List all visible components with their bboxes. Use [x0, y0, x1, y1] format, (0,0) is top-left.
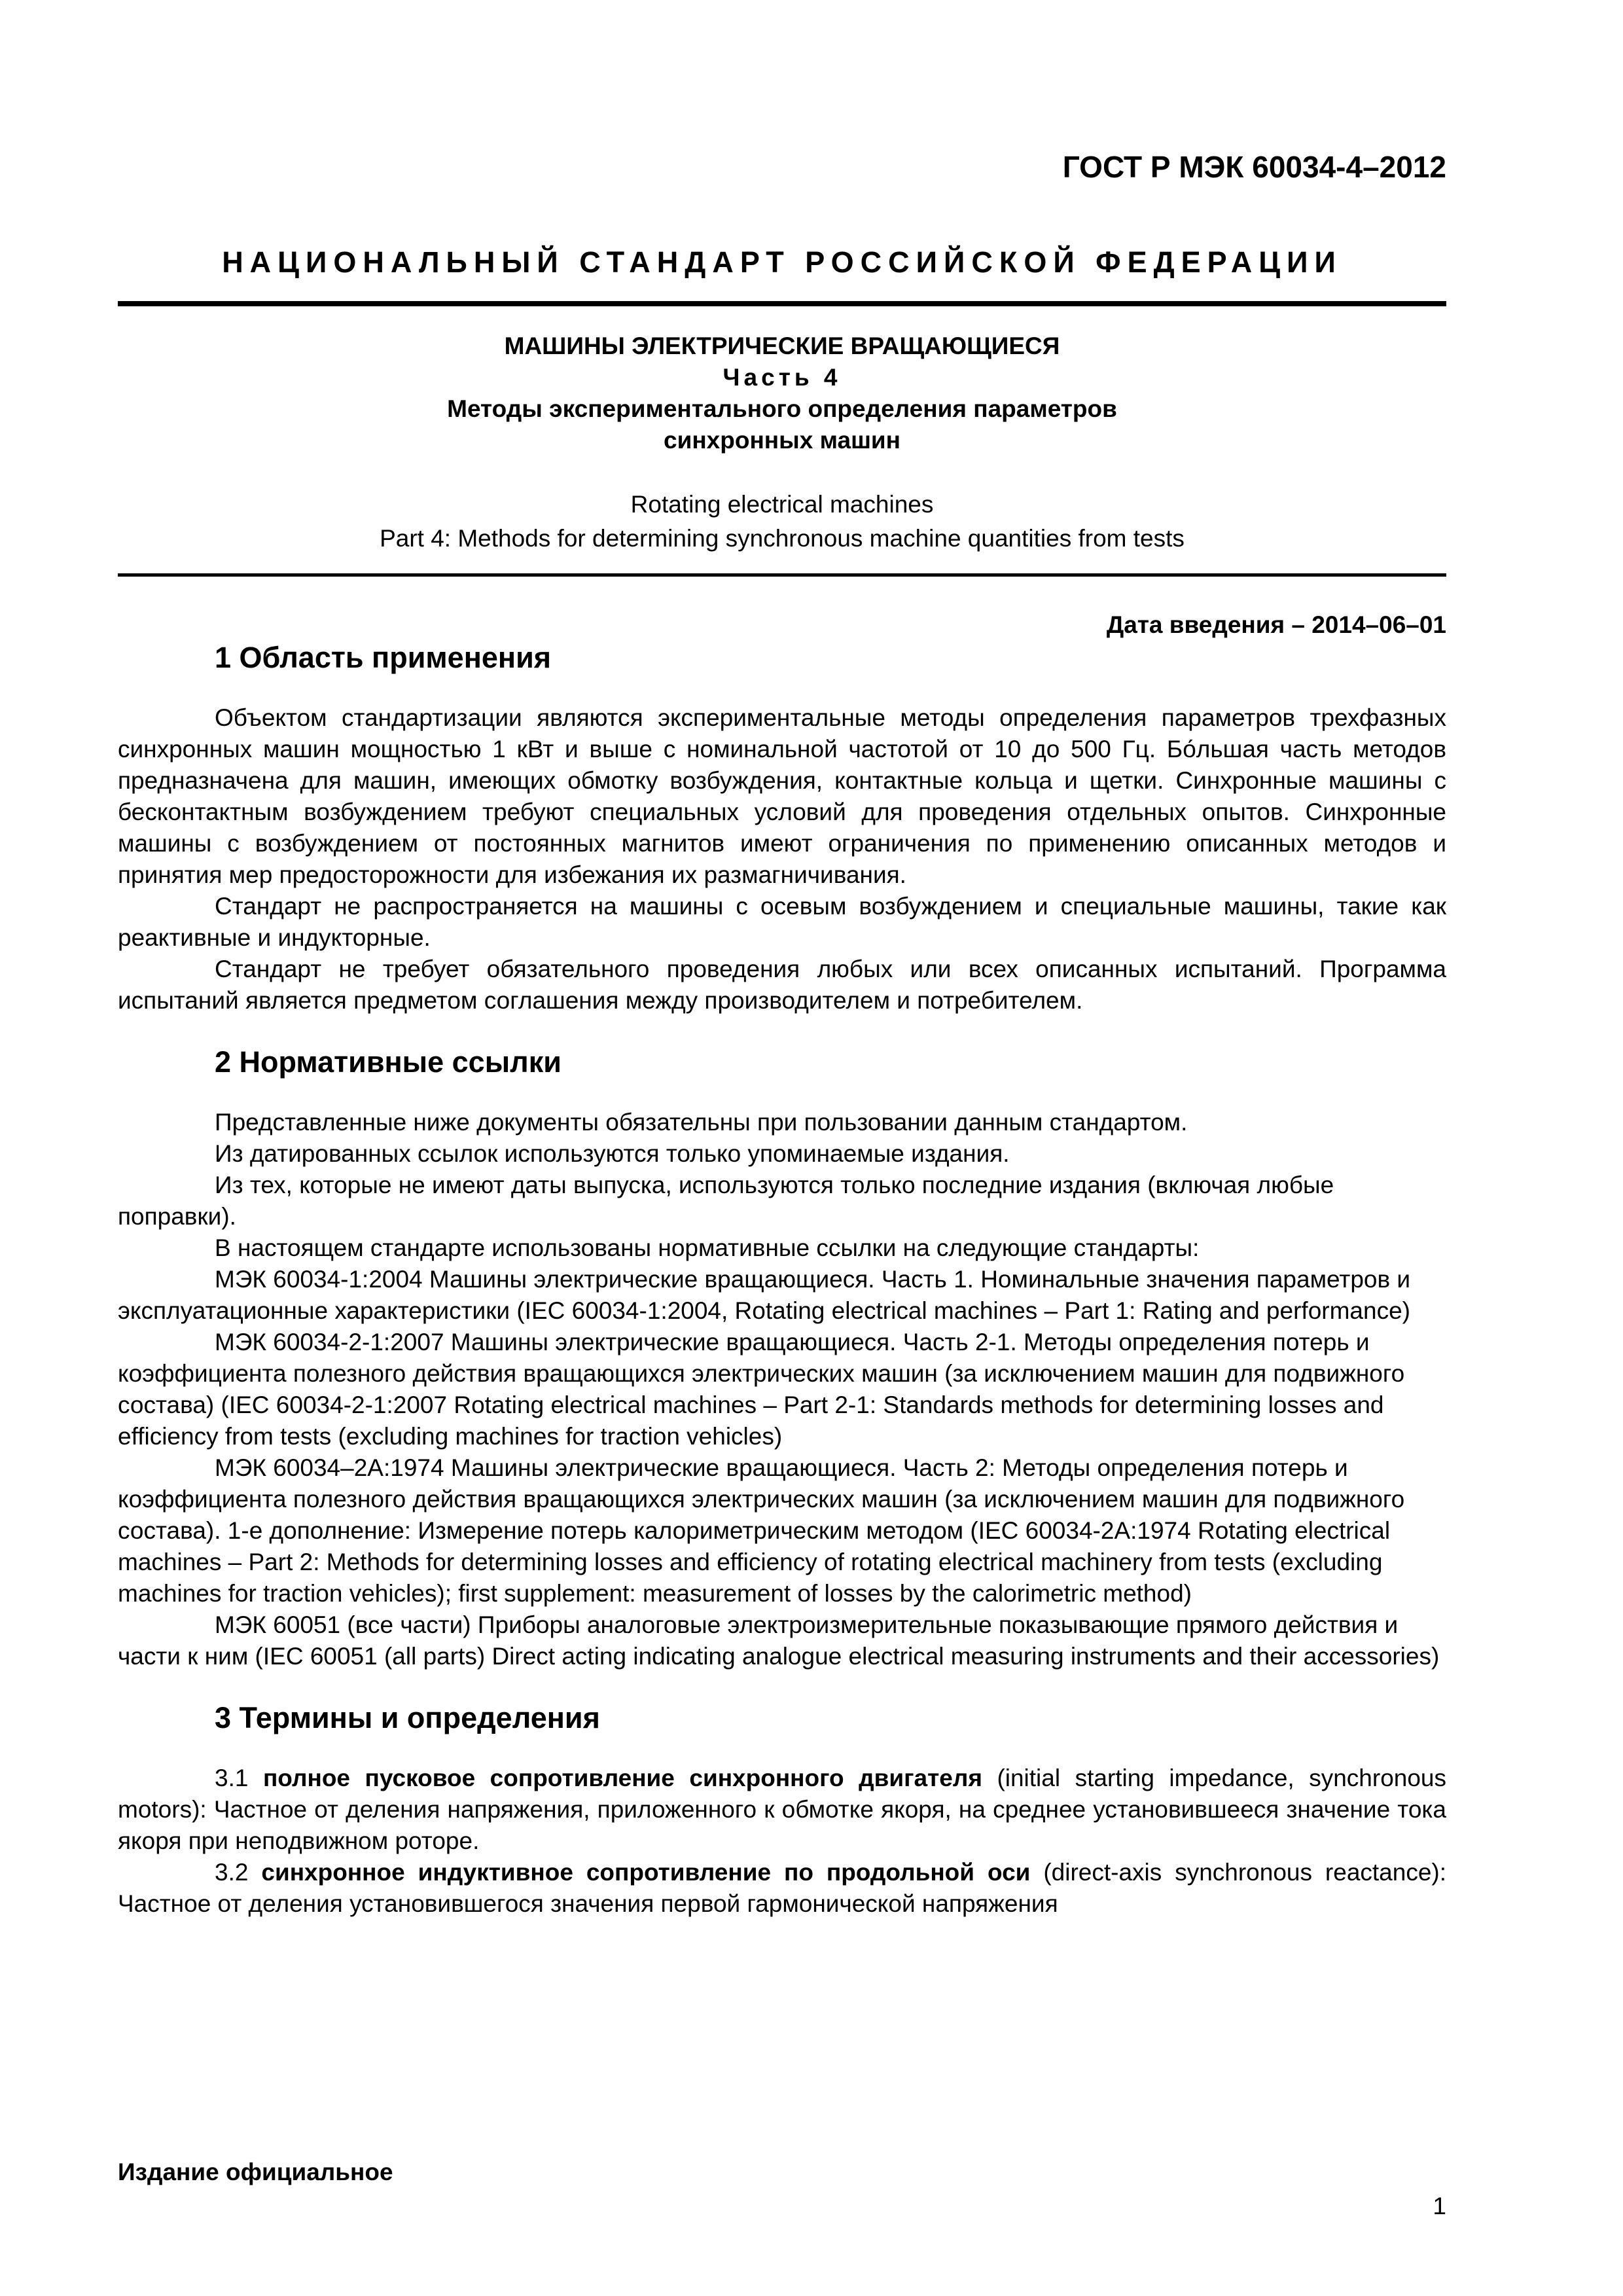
section-2-heading: 2 Нормативные ссылки — [215, 1045, 562, 1079]
section-2-paragraph: Представленные ниже документы обязательны при пользовании данным стандартом. — [215, 1109, 1188, 1136]
term-text: (direct-axis synchronous reactance): Частное от деления установившегося значения первой гармонической напряжения — [118, 1859, 1447, 1917]
reference-item: МЭК 60034-2-1:2007 Машины электрические вращающиеся. Часть 2-1. Методы определения потерь и коэффициента полезного действия вращающихся электрических машин (за исключением машин для подвижного состава) (IEC 60034-2-1:2007 Rotating electrical machines – Part 2-1: Standards methods for determining losses and efficiency from tests (excluding machines for traction vehicles) — [118, 1329, 1405, 1450]
title-ru-line4: синхронных машин — [664, 427, 901, 454]
section-1-heading: 1 Область применения — [215, 641, 552, 674]
term-name: синхронное индуктивное сопротивление по продольной оси — [261, 1859, 1031, 1886]
term-number: 3.2 — [215, 1859, 249, 1886]
title-rule-thin — [118, 573, 1446, 577]
section-3-heading: 3 Термины и определения — [215, 1701, 600, 1734]
section-1-paragraph: Стандарт не распространяется на машины с осевым возбуждением и специальные машины, такие как реактивные и индукторные. — [118, 893, 1446, 951]
page-number: 1 — [1433, 2193, 1446, 2219]
title-en-line2: Part 4: Methods for determining synchronous machine quantities from tests — [380, 525, 1185, 552]
title-ru-line1: МАШИНЫ ЭЛЕКТРИЧЕСКИЕ ВРАЩАЮЩИЕСЯ — [504, 332, 1060, 359]
introduction-date: Дата введения – 2014–06–01 — [1106, 611, 1446, 638]
section-2-paragraph: Из датированных ссылок используются только упоминаемые издания. — [215, 1140, 1010, 1167]
title-ru-part: Часть 4 — [722, 364, 842, 391]
document-body — [118, 638, 1446, 1920]
term-name: полное пусковое сопротивление синхронного двигателя — [262, 1765, 982, 1791]
reference-item: МЭК 60051 (все части) Приборы аналоговые электроизмерительные показывающие прямого действия и части к ним (IEC 60051 (all parts) Direct acting indicating analogue electrical measuring instruments and their accessories) — [118, 1611, 1440, 1670]
section-1-paragraph: Объектом стандартизации являются экспериментальные методы определения параметров трехфазных синхронных машин мощностью 1 кВт и выше с номинальной частотой от 10 до 500 Гц. Бо́льшая часть методов предназначена для машин, имеющих обмотку возбуждения, контактные кольца и щетки. Синхронные машины с бесконтактным возбуждением требуют специальных условий для проведения отдельных опытов. Синхронные машины с возбуждением от постоянных магнитов имеют ограничения по применению описанных методов и принятия мер предосторожности для избежания их размагничивания. — [118, 704, 1446, 888]
title-ru-line3: Методы экспериментального определения параметров — [447, 395, 1117, 422]
term-definition — [118, 1857, 1446, 1920]
title-en-line1: Rotating electrical machines — [630, 491, 934, 518]
section-1-paragraph: Стандарт не требует обязательного проведения любых или всех описанных испытаний. Программа испытаний является предметом соглашения между производителем и потребителем. — [118, 956, 1446, 1014]
term-definition — [118, 1763, 1446, 1857]
reference-item: МЭК 60034–2А:1974 Машины электрические вращающиеся. Часть 2: Методы определения потерь и коэффициента полезного действия вращающихся электрических машин (за исключением машин для подвижного состава). 1-е дополнение: Измерение потерь калориметрическим методом (IEC 60034-2A:1974 Rotating electrical machines – Part 2: Methods for determining losses and efficiency of rotating electrical machinery from tests (excluding machines for traction vehicles); first supplement: measurement of losses by the calorimetric method) — [118, 1454, 1405, 1607]
official-edition-label: Издание официальное — [118, 2159, 393, 2185]
term-text: (initial starting impedance, synchronous motors): Частное от деления напряжения, приложенного к обмотке якоря, на среднее установившееся значение тока якоря при неподвижном роторе. — [118, 1765, 1447, 1854]
header-rule-thick — [118, 301, 1446, 306]
term-number: 3.1 — [215, 1765, 249, 1791]
section-2-paragraph: Из тех, которые не имеют даты выпуска, используются только последние издания (включая любые поправки). — [118, 1172, 1334, 1230]
section-2-paragraph: В настоящем стандарте использованы нормативные ссылки на следующие стандарты: — [215, 1234, 1200, 1261]
national-standard-title: НАЦИОНАЛЬНЫЙ СТАНДАРТ РОССИЙСКОЙ ФЕДЕРАЦИИ — [222, 245, 1342, 279]
document-title-block — [118, 331, 1446, 556]
standard-code: ГОСТ Р МЭК 60034-4–2012 — [1062, 150, 1446, 184]
reference-item: МЭК 60034-1:2004 Машины электрические вращающиеся. Часть 1. Номинальные значения параметров и эксплуатационные характеристики (IEC 60034-1:2004, Rotating electrical machines – Part 1: Rating and performance) — [118, 1266, 1411, 1324]
